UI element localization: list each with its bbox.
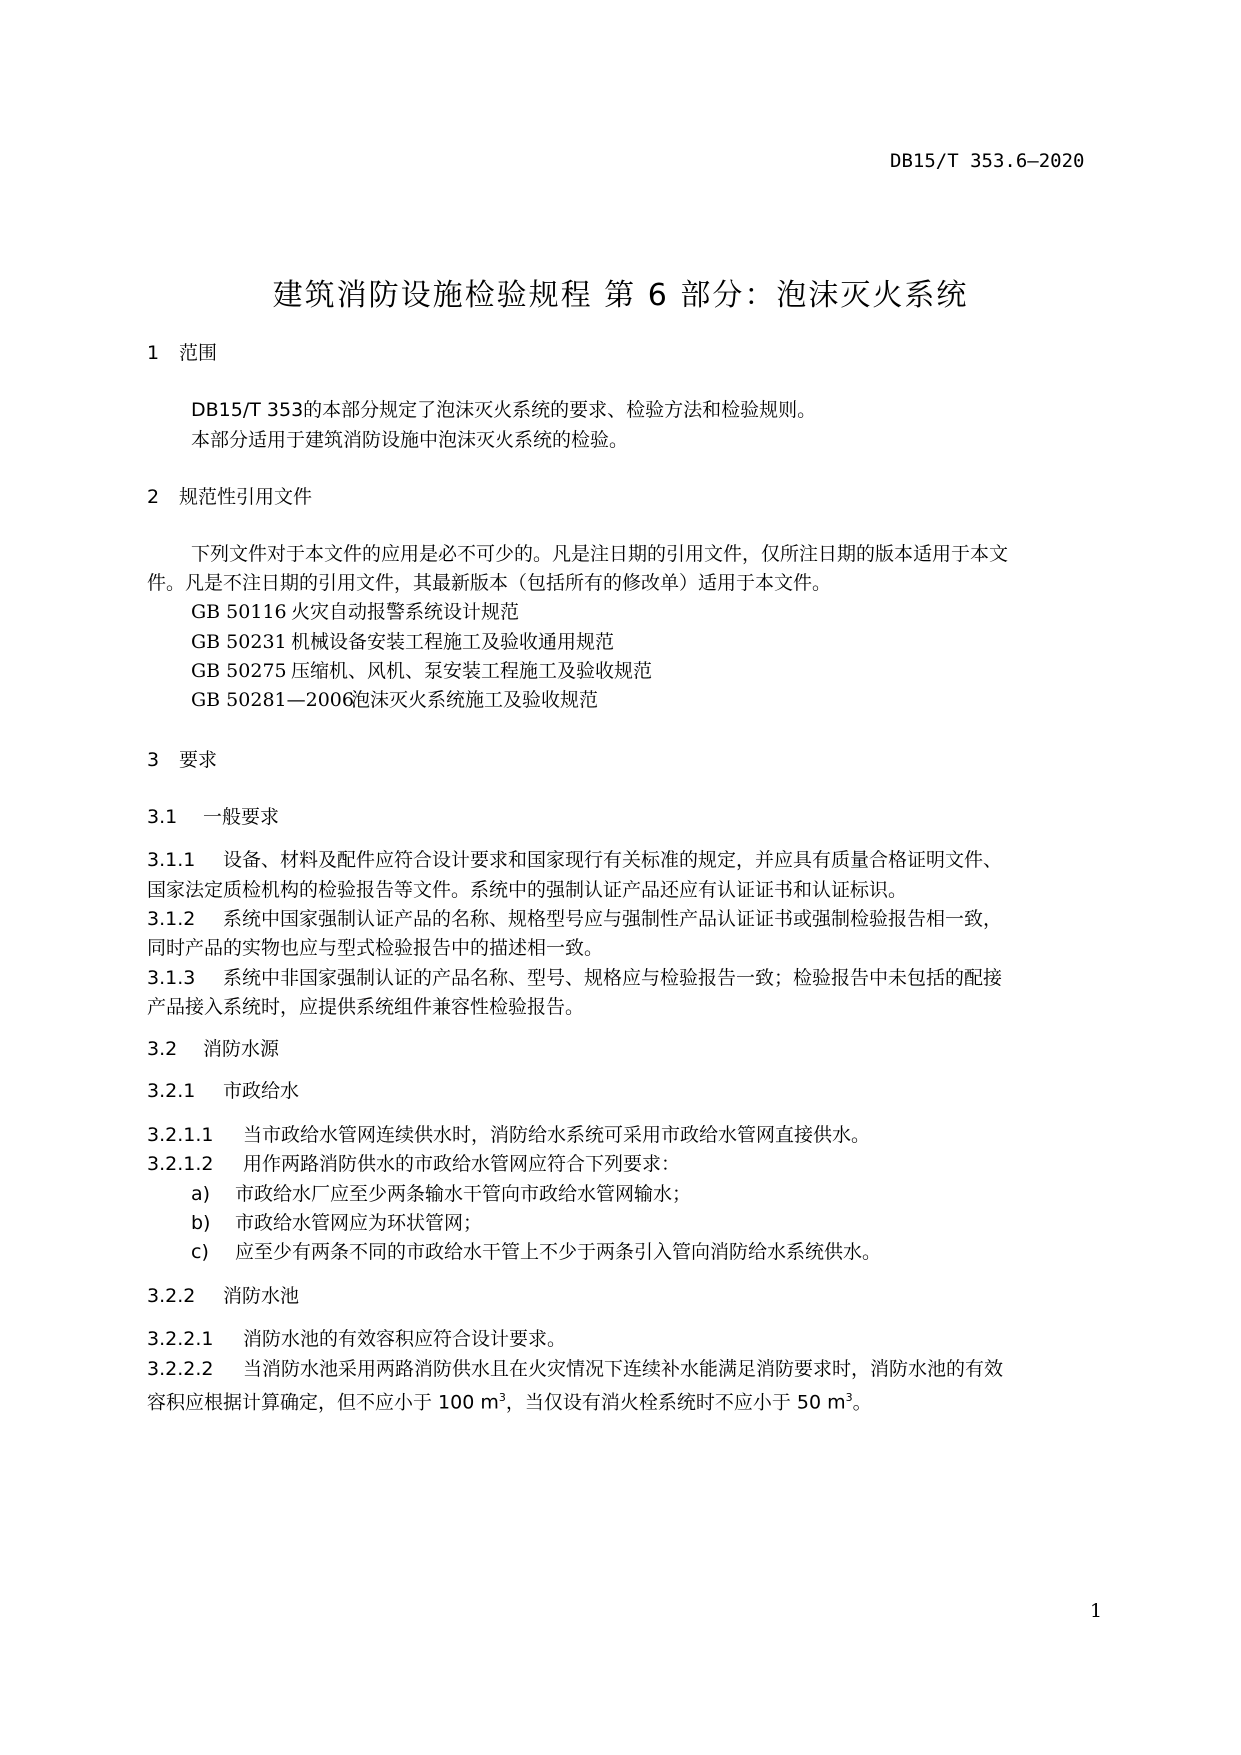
clause-number: 3.2.1.2 (147, 1153, 214, 1175)
clause-text: 用作两路消防供水的市政给水管网应符合下列要求： (243, 1153, 681, 1175)
subsection-title: 一般要求 (203, 806, 280, 828)
section-title: 规范性引用文件 (179, 486, 313, 508)
paragraph: 本部分适用于建筑消防设施中泡沫灭火系统的检验。 (191, 429, 629, 451)
subsection-heading-3-2 (147, 1034, 279, 1061)
clause-text-part: 容积应根据计算确定，但不应小于 100 m (147, 1391, 499, 1414)
clause-3-2-2-1 (147, 1323, 566, 1355)
list-item-label: c) (191, 1241, 209, 1263)
clause-text: 系统中国家强制认证产品的名称、规格型号应与强制性产品认证证书或强制检验报告相一致， (223, 908, 1003, 930)
clause-text: 当市政给水管网连续供水时，消防给水系统可采用市政给水管网直接供水。 (243, 1124, 871, 1146)
subsection-number: 3.1 (147, 806, 178, 828)
paragraph-line: 下列文件对于本文件的应用是必不可少的。凡是注日期的引用文件，仅所注日期的版本适用于本文 (191, 543, 1009, 565)
clause-text: 消防水池的有效容积应符合设计要求。 (243, 1328, 567, 1350)
standard-code: DB15/T 353.6—2020 (890, 150, 1085, 172)
section-number: 1 (147, 342, 160, 364)
document-title: 建筑消防设施检验规程 第 6 部分：泡沫灭火系统 (272, 278, 969, 313)
clause-line: 产品接入系统时，应提供系统组件兼容性检验报告。 (147, 996, 585, 1018)
subsection-heading-3-2-1 (147, 1076, 299, 1103)
clause-text-part: ，当仅设有消火栓系统时不应小于 50 m (505, 1391, 846, 1414)
list-item-text: 市政给水管网应为环状管网； (235, 1212, 483, 1234)
section-heading-2 (147, 482, 312, 509)
section-heading-3 (147, 745, 217, 772)
reference-code: GB 50275 (191, 660, 287, 682)
section-number: 2 (147, 486, 160, 508)
clause-number: 3.1.2 (147, 908, 196, 930)
clause-3-1-1-line1 (147, 844, 1002, 876)
reference-name: 泡沫灭火系统施工及验收规范 (351, 689, 599, 711)
subsection-number: 3.2 (147, 1038, 178, 1060)
list-item-label: a) (191, 1183, 211, 1205)
subsection-number: 3.2.2 (147, 1285, 196, 1307)
subsection-title: 消防水池 (223, 1285, 300, 1307)
clause-number: 3.2.2.1 (147, 1328, 214, 1350)
superscript: 3 (498, 1391, 506, 1404)
section-number: 3 (147, 749, 160, 771)
clause-3-2-1-1 (147, 1119, 870, 1151)
list-item (191, 1236, 881, 1268)
clause-3-1-2-line1 (147, 903, 1002, 935)
clause-text-part: 。 (852, 1391, 872, 1414)
reference-code: GB 50281—2006 (191, 689, 354, 711)
paragraph-line: 件。凡是不注日期的引用文件，其最新版本（包括所有的修改单）适用于本文件。 (147, 572, 832, 594)
clause-number: 3.2.2.2 (147, 1358, 214, 1380)
reference-item (191, 684, 598, 716)
reference-name: 压缩机、风机、泵安装工程施工及验收规范 (291, 660, 653, 682)
reference-name: 火灾自动报警系统设计规范 (291, 601, 520, 623)
clause-3-1-3-line1 (147, 962, 1002, 994)
subsection-heading-3-1 (147, 802, 279, 829)
reference-item (191, 596, 519, 628)
clause-text: 系统中非国家强制认证的产品名称、型号、规格应与检验报告一致；检验报告中未包括的配接 (223, 967, 1003, 989)
reference-code: GB 50231 (191, 631, 287, 653)
clause-line: 国家法定质检机构的检验报告等文件。系统中的强制认证产品还应有认证证书和认证标识。 (147, 879, 908, 901)
list-item-text: 应至少有两条不同的市政给水干管上不少于两条引入管向消防给水系统供水。 (235, 1241, 882, 1263)
list-item-text: 市政给水厂应至少两条输水干管向市政给水管网输水； (235, 1183, 692, 1205)
subsection-heading-3-2-2 (147, 1281, 299, 1308)
section-title: 要求 (179, 749, 218, 771)
clause-3-2-2-2-line1 (147, 1353, 1003, 1385)
clause-3-2-2-2-line2 (147, 1382, 872, 1418)
clause-3-2-1-2 (147, 1148, 680, 1180)
paragraph: DB15/T 353的本部分规定了泡沫灭火系统的要求、检验方法和检验规则。 (191, 399, 817, 421)
page-number: 1 (1090, 1600, 1103, 1622)
list-item (191, 1207, 482, 1239)
section-title: 范围 (179, 342, 218, 364)
clause-text: 设备、材料及配件应符合设计要求和国家现行有关标准的规定，并应具有质量合格证明文件、 (223, 849, 1003, 871)
clause-line: 同时产品的实物也应与型式检验报告中的描述相一致。 (147, 937, 604, 959)
reference-item (191, 655, 652, 687)
reference-item (191, 626, 614, 658)
clause-number: 3.1.3 (147, 967, 196, 989)
subsection-title: 市政给水 (223, 1080, 300, 1102)
superscript: 3 (845, 1391, 853, 1404)
subsection-number: 3.2.1 (147, 1080, 196, 1102)
clause-text: 当消防水池采用两路消防供水且在火灾情况下连续补水能满足消防要求时，消防水池的有效 (243, 1358, 1004, 1380)
subsection-title: 消防水源 (203, 1038, 280, 1060)
clause-number: 3.1.1 (147, 849, 196, 871)
clause-number: 3.2.1.1 (147, 1124, 214, 1146)
reference-name: 机械设备安装工程施工及验收通用规范 (291, 631, 615, 653)
list-item (191, 1178, 691, 1210)
section-heading-1 (147, 338, 217, 365)
list-item-label: b) (191, 1212, 211, 1234)
reference-code: GB 50116 (191, 601, 287, 623)
